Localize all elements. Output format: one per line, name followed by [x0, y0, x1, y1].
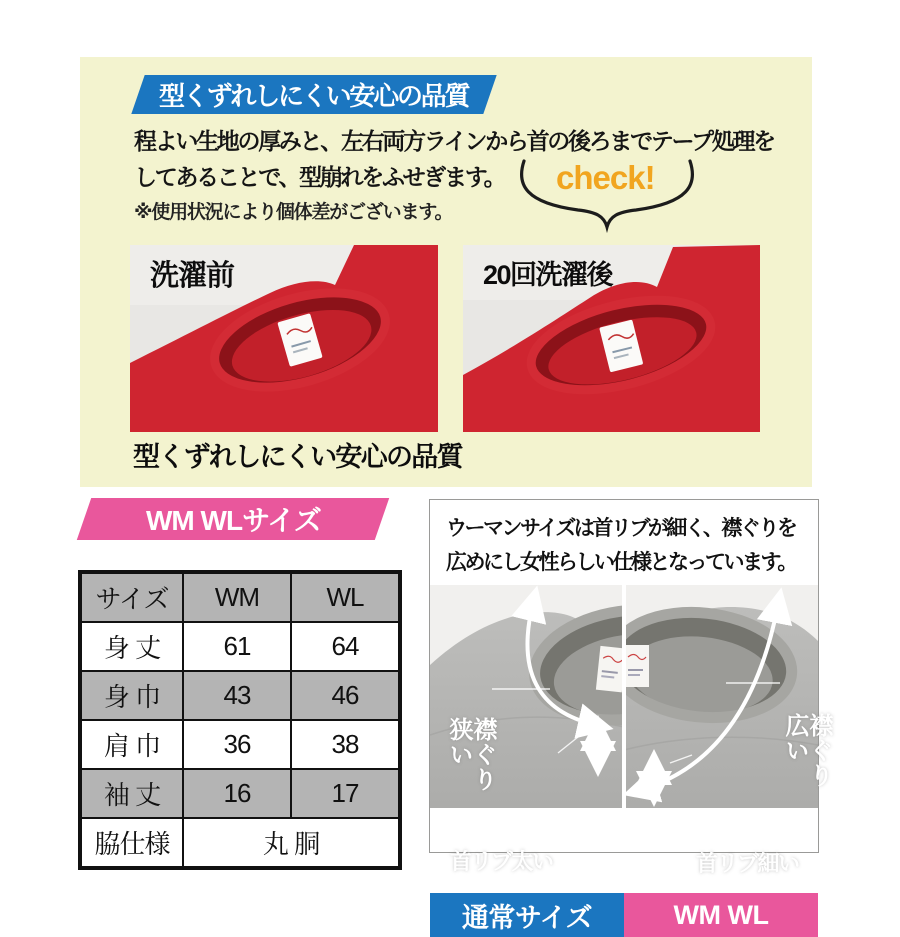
row-label: 袖 丈 — [80, 769, 183, 818]
row-wm-value: 16 — [183, 769, 291, 818]
header-wm: WM — [183, 572, 291, 622]
footer-label: 脇仕様 — [80, 818, 183, 868]
quality-section — [80, 57, 812, 487]
photo-before-wash — [130, 245, 438, 432]
comparison-desc-line2: 広めにし女性らしい仕様となっています。 — [446, 551, 796, 574]
row-wl-value: 17 — [291, 769, 400, 818]
check-label: check! — [556, 159, 655, 196]
quality-body-line2: してあることで、型崩れをふせぎます。 — [134, 164, 505, 190]
size-ribbon — [77, 498, 389, 540]
photo-before-label: 洗濯前 — [150, 260, 235, 292]
quality-body-line1: 程よい生地の厚みと、左右両方ラインから首の後ろまでテープ処理を — [134, 128, 774, 154]
check-callout — [516, 155, 700, 235]
row-label: 身 丈 — [80, 622, 183, 671]
table-row — [80, 769, 400, 818]
table-row — [80, 720, 400, 769]
footer-value: 丸 胴 — [183, 818, 400, 868]
size-table — [78, 570, 402, 870]
comparison-section — [430, 500, 832, 933]
comparison-desc-line1: ウーマンサイズは首リブが細く、襟ぐりを — [446, 517, 796, 540]
quality-ribbon — [131, 75, 496, 114]
table-row — [80, 671, 400, 720]
header-wl: WL — [291, 572, 400, 622]
size-table-header-row — [80, 572, 400, 622]
photo-after-wash — [463, 245, 760, 432]
row-label: 肩 巾 — [80, 720, 183, 769]
row-wl-value: 46 — [291, 671, 400, 720]
rib-thick-label: 首リブ太い — [450, 849, 553, 874]
header-size: サイズ — [80, 572, 183, 622]
row-wm-value: 43 — [183, 671, 291, 720]
rib-thin-label: 首リブ細い — [696, 851, 799, 876]
row-wm-value: 61 — [183, 622, 291, 671]
quality-note: ※使用状況により個体差がございます。 — [134, 202, 453, 223]
size-ribbon-title: WM WLサイズ — [145, 505, 321, 536]
wm-wl-banner: WM WL — [624, 893, 818, 937]
comparison-photos — [430, 585, 832, 933]
row-wm-value: 36 — [183, 720, 291, 769]
row-wl-value: 38 — [291, 720, 400, 769]
neckline-narrow-label: 襟ぐり狭い — [445, 717, 496, 792]
size-table-footer-row — [80, 818, 400, 868]
row-wl-value: 64 — [291, 622, 400, 671]
photo-after-label: 20回洗濯後 — [483, 260, 613, 290]
table-row — [80, 622, 400, 671]
normal-size-banner: 通常サイズ — [430, 893, 624, 937]
quality-caption: 型くずれしにくい安心の品質 — [133, 442, 462, 472]
row-label: 身 巾 — [80, 671, 183, 720]
quality-ribbon-title: 型くずれしにくい安心の品質 — [159, 81, 469, 111]
neckline-wide-label: 襟ぐり広い — [781, 713, 832, 788]
